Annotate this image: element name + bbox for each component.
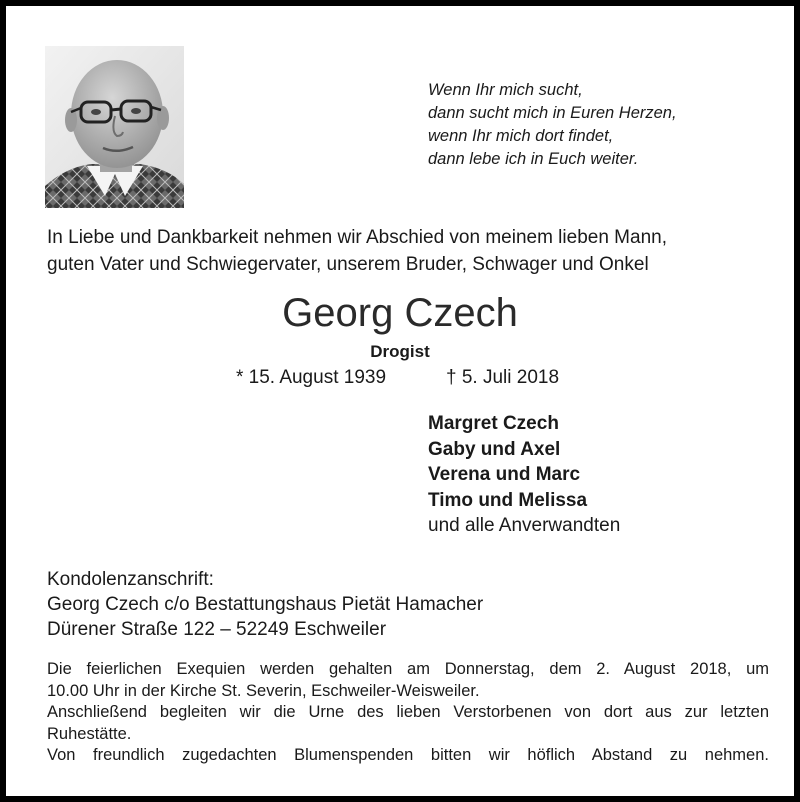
- condolence-address: [47, 567, 483, 642]
- mourner: Timo und Melissa: [428, 489, 588, 511]
- condolence-heading: Kondolenzanschrift:: [47, 569, 214, 590]
- intro-line: guten Vater und Schwiegervater, unserem Bruder, Schwager und Onkel: [47, 254, 649, 275]
- death-date: † 5. Juli 2018: [446, 367, 560, 388]
- notice-line: Ruhestätte.: [47, 724, 132, 743]
- condolence-line: Dürener Straße 122 – 52249 Eschweiler: [47, 619, 387, 640]
- poem: [428, 79, 677, 171]
- intro-text: [47, 224, 769, 278]
- poem-line: dann lebe ich in Euch weiter.: [428, 150, 639, 168]
- mourners-list: [428, 411, 620, 539]
- funeral-notice: [47, 659, 769, 767]
- notice-line: Die feierlichen Exequien werden gehalten am Donnerstag, dem 2. August 2018, um: [47, 660, 769, 678]
- notice-line: Von freundlich zugedachten Blumenspenden bitten wir höflich Abstand zu nehmen.: [47, 746, 769, 764]
- poem-line: wenn Ihr mich dort findet,: [428, 127, 614, 145]
- notice-line: 10.00 Uhr in der Kirche St. Severin, Eschweiler-Weisweiler.: [47, 681, 480, 700]
- deceased-profession: Drogist: [370, 342, 430, 361]
- relatives-line: und alle Anverwandten: [428, 515, 621, 536]
- condolence-line: Georg Czech c/o Bestattungshaus Pietät Hamacher: [47, 594, 484, 615]
- portrait-photo: [45, 46, 184, 208]
- notice-line: Anschließend begleiten wir die Urne des lieben Verstorbenen von dort aus zur letzten: [47, 703, 769, 721]
- poem-line: dann sucht mich in Euren Herzen,: [428, 104, 677, 122]
- intro-line: In Liebe und Dankbarkeit nehmen wir Abschied von meinem lieben Mann,: [47, 227, 667, 248]
- mourner: Verena und Marc: [428, 464, 581, 485]
- birth-date: * 15. August 1939: [236, 367, 387, 388]
- deceased-name: Georg Czech: [282, 291, 518, 335]
- mourner: Gaby und Axel: [428, 438, 561, 460]
- mourner: Margret Czech: [428, 413, 559, 434]
- poem-line: Wenn Ihr mich sucht,: [428, 81, 583, 99]
